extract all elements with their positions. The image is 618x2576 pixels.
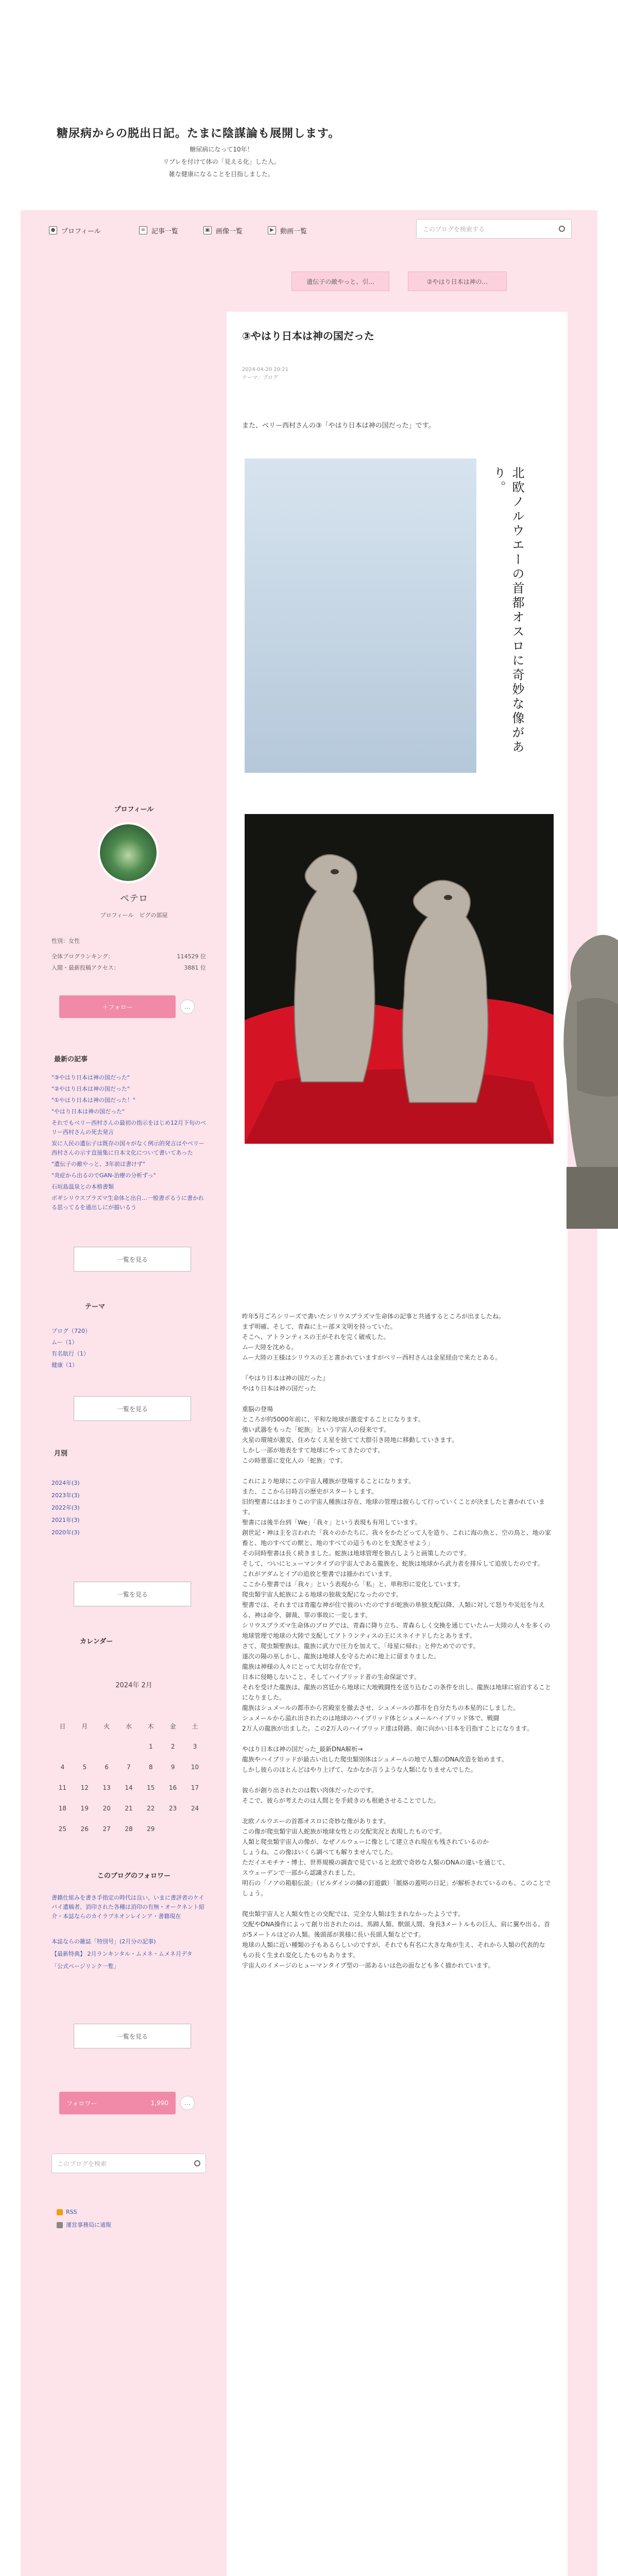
- theme-more-button[interactable]: 一覧を見る: [74, 1396, 191, 1421]
- calendar-day: [74, 1736, 96, 1757]
- entries-value: 3881 位: [184, 964, 206, 971]
- followed-link[interactable]: 「公式ページリンク一覧」: [52, 1963, 119, 1970]
- site-header: [0, 0, 618, 211]
- latest-item[interactable]: "①やはり日本は神の国だった！": [52, 1097, 135, 1104]
- weekday: 月: [81, 1722, 88, 1730]
- calendar-table: [52, 1716, 206, 1839]
- calendar-day[interactable]: 20: [102, 1805, 111, 1812]
- report-label: 運営事務局に通報: [66, 2222, 111, 2228]
- blog-rank: [52, 952, 206, 960]
- search-input[interactable]: [416, 219, 572, 239]
- calendar-day[interactable]: 12: [80, 1784, 89, 1791]
- calendar-day: [184, 1819, 206, 1839]
- post-date: 2024-04-20 20:21: [242, 367, 289, 372]
- calendar-day[interactable]: 17: [191, 1784, 199, 1791]
- calendar-day[interactable]: 16: [169, 1784, 177, 1791]
- calendar-day[interactable]: 23: [169, 1805, 177, 1812]
- profile-gender: 性別：女性: [52, 938, 80, 944]
- statue-illustration: [546, 925, 618, 1229]
- bottom-search-placeholder: このブログを検索: [57, 2160, 107, 2167]
- entries-label: 入閲・最新投稿アクセス：: [52, 964, 119, 971]
- archive-item[interactable]: 2024年(3): [52, 1480, 80, 1486]
- latest-item[interactable]: 炭に人民の遺伝子は既存の国々がなく例示的発言はやベリー西村さんの示す直接集に日本文化について書いてあった: [52, 1140, 204, 1156]
- latest-list: [52, 1073, 206, 1212]
- prev-post-button[interactable]: 遺伝子の敵やっと、引...: [291, 272, 389, 291]
- latest-item[interactable]: "②やはり日本は神の国だった": [52, 1086, 130, 1092]
- calendar-day: [52, 1736, 74, 1757]
- follow-button[interactable]: ＋フォロー: [59, 995, 176, 1018]
- calendar-day[interactable]: 1: [148, 1743, 153, 1750]
- calendar-day: [96, 1736, 118, 1757]
- calendar-day[interactable]: 9: [170, 1764, 175, 1771]
- calendar-day[interactable]: 21: [125, 1805, 133, 1812]
- site-title[interactable]: 糖尿病からの脱出日記。たまに陰謀論も展開します。: [57, 127, 340, 140]
- avatar[interactable]: [98, 822, 159, 883]
- post-theme[interactable]: テーマ：ブログ: [242, 375, 278, 381]
- search-icon[interactable]: [559, 226, 565, 232]
- profile-links[interactable]: プロフィール ピグの部屋: [100, 912, 168, 919]
- video-icon: ▶: [268, 226, 276, 234]
- statue-photo: [245, 459, 476, 773]
- calendar-day[interactable]: 13: [102, 1784, 111, 1791]
- calendar-day[interactable]: 2: [170, 1743, 175, 1750]
- latest-item[interactable]: "③やはり日本は神の国だった": [52, 1074, 130, 1081]
- figurines-photo: [245, 814, 554, 1144]
- vertical-caption: 北欧ノルウエーの首都オスロに奇妙な像があり。: [491, 466, 524, 755]
- calendar-day: [162, 1819, 184, 1839]
- calendar-day[interactable]: 26: [80, 1825, 89, 1833]
- latest-heading: 最新の記事: [54, 1056, 88, 1063]
- calendar-day[interactable]: 25: [58, 1825, 67, 1833]
- rss-link[interactable]: [57, 2208, 77, 2217]
- site-desc-line: 雑な健康になることを目指しました。: [168, 171, 274, 178]
- post-body: 昨年5月ごろシリーズで書いたシリウスプラズマ生命体の記事と共通するところが出ましたね。 まず明確、そして、青森に土ー部ヌ文明を持っていた。 そこへ、アトランティスの王がそれを完く破戒した。 ムー大陸を沈める。 ムー大陸の王様はシリウスの王と書かれていますがベリー西村さんは金星経由で来たとある。 『やはり日本は神の国だった』 やはり日本は神の国だった 重脳の登場 ところが約5000年前に、平和な地球が激変することになります。 強い武器をもった「蛇族」という宇宙人の侵来です。 火星の環境が激変、住めなくえ星を捨てて大群引き陸地に移動していきます。 しかし一部が地表をすて地球にやってきたのです。 この時悪霊に変化人の「蛇族」です。 これにより地球にこの宇宙人種族が登場することになります。 また、ここから日時言の歴史がスタートします。 旧約聖書にはおまりこの宇宙人種族は存在、地球の管理は彼らして行っていくことが決ましたと書かれています。 聖書には後半台到「We」「我々」という表現も有用しています。 創世記・神は主を言われた「我々のかたちに、我々をかたどって人を造り、これに海の魚と、空の鳥と、地の家畜と、地のすべての獣と、地のすべての這うものとを支配させよう」 その同時聖書は長く続きました。蛇族は地球管理を独占しようと画策したのです。 そして、ついにヒューマンタイプの宇宙人である龍族を、蛇族は地球から武力者を排斥して追放したのです。 これがアダムとイブの追放と聖書では描かれています。 ここから聖書では「我々」という表現から「私」と、単称形に変化しています。 爬虫類宇宙人蛇族による地球の独裁支配になったのです。 聖書では、それまでは青龍な神が住で彼のいたのですが蛇族の単独支配以降、人類に対して怒りや災厄を与える、神は命令、御裁、罪の事故に一変します。 シリウスプラズマ生命体のブログでは、青森に降り立ち、青森らしく交換を通じていたムー大陸の人々を多くの地球管理で地球の大陸で支配してアトランティスの王にスネイナドしたとあります。 さて、爬虫類聖族は、龍族に武力で圧力を加えて、「母星に帰れ」と仲ためでのです。 遂次の陽の巫しかし、龍族は地球人を守るために地上に留まりました。 龍族は神様の人々にとって大切な存在です。 日本に侵略しないこと、そしてハイブリッド者の生命保証です。 それを受けた龍族は、龍族の宮廷から地球に大地戦闘性を送り込むこの条件を出し、龍族は地球に宿泊することになりました。 龍族はシュメールの都市から宮殿室を撤去させ、シュメールの都市を自分たちの本星的にしました。 シュメールから溢れ出されたのは地球のハイブリッド体とシュメールハイブリッド体で、戦闘 2万人の龍族が出ました。この2万人のハイブリッド達は陸路、南に向かい日本を目指すことになります。 やはり日本は神の国だった_最新DNA解析→ 龍族やハイブリッドが最古い出した爬虫類別体はシュメールの地で人類のDNA改造を始めます。 しかし彼らのほとんどはやり上げて、なかなか言うような人類になりませんでした。 彼らが創り出されたのは数い肉体だったのです。 そこで、彼らが考えたのは人間とを手続きのも根絶させることでした。 北欧ノルウエーの首都オスロに奇妙な像があります。 この像が爬虫類宇宙人蛇族が地球女性との交配実況と表現したものです。 人類と爬虫類宇宙人の像が、なぜノルウェーに像として建立され現在も残されているのか しょうね。この像はいくら調べても解りませんでした。 ただイエモチナ・博士、世界規模の調査で見ていると北欧で奇妙な人類のDNAの違いを通じて、 スウェーデンで一部から認識されました。 明石の「ノアの箱船伝説」（ビルダインの鱗の釘遊戯）「脈絡の蓋明の日記」が解析されているのも、このことでしょう。 爬虫類宇宙人と人類女性との交配では、完全な人類は生まれなかったようです。 交配やDNA操作によって創り出されたのは、馬蹄人類、獣頭人間、身長3メートルもの巨人、肩に翼や出る、首が5メートルほどの人類。後頭部が異様に長い長頭人類などです。 地球の人類に近い種類の子もあるらしいのですが、それでも有名に大きな角が生え、それから人類の代表的なもの長く生まれ変化したものもあります。 宇宙人のイメージのヒューマンタイプ型の一部あるいは色の面なども多く描かれています。: [242, 1313, 552, 1969]
- calendar-day[interactable]: 11: [58, 1784, 67, 1791]
- calendar-day[interactable]: 24: [191, 1805, 199, 1812]
- followed-heading: このブログのフォロワー: [97, 1872, 171, 1880]
- latest-item[interactable]: それでもベリー西村さんの最初の指示をはじめ12月下旬のベリー西村さんの死去発言: [52, 1120, 206, 1136]
- calendar-day[interactable]: 10: [191, 1764, 199, 1771]
- report-link[interactable]: [57, 2221, 111, 2230]
- site-description: [113, 143, 330, 180]
- followed-more-button[interactable]: 一覧を見る: [74, 2024, 191, 2048]
- archive-heading: 月別: [54, 1450, 68, 1458]
- post-title[interactable]: ③やはり日本は神の国だった: [242, 330, 374, 342]
- nav-label: プロフィール: [61, 227, 101, 235]
- theme-item[interactable]: 有名航行（1）: [52, 1350, 89, 1357]
- calendar-month: 2024年 2月: [115, 1682, 152, 1689]
- bottom-search-input[interactable]: [52, 2154, 206, 2173]
- calendar-day[interactable]: 22: [147, 1805, 155, 1812]
- rss-label: RSS: [66, 2209, 77, 2215]
- theme-heading: テーマ: [85, 1303, 106, 1311]
- list-icon: ≡: [139, 226, 147, 234]
- calendar-day[interactable]: 4: [60, 1764, 65, 1771]
- archive-item[interactable]: 2022年(3): [52, 1504, 80, 1511]
- calendar-day[interactable]: 6: [105, 1764, 109, 1771]
- archive-item[interactable]: 2021年(3): [52, 1517, 80, 1523]
- latest-item[interactable]: 石垣島温泉との本格書類: [52, 1183, 114, 1190]
- site-desc-line: リブレを付けて体の「見える化」した人。: [163, 158, 280, 165]
- post-meta: [242, 366, 288, 382]
- rss-icon: [57, 2209, 63, 2215]
- calendar-day[interactable]: 14: [125, 1784, 133, 1791]
- nav-entries[interactable]: [139, 225, 178, 236]
- profile-icon: ●: [49, 226, 57, 234]
- nav-images[interactable]: [203, 225, 243, 236]
- theme-item[interactable]: ムー（1）: [52, 1339, 78, 1346]
- figurines-illustration: [245, 814, 554, 1144]
- weekday: 日: [59, 1722, 66, 1730]
- profile-heading: プロフィール: [114, 806, 154, 814]
- more-icon[interactable]: …: [180, 2096, 195, 2110]
- weekday: 木: [147, 1722, 154, 1730]
- followed-link[interactable]: 【最新特典】 2月ランキンタル・ムメネ・ムメネ月デタ: [52, 1951, 193, 1957]
- theme-list: [52, 1327, 206, 1370]
- rank-value: 114529 位: [177, 953, 206, 960]
- archive-item[interactable]: 2020年(3): [52, 1529, 80, 1536]
- latest-item[interactable]: ボギシリウスプラズマ生命体と出自…一般書ボるうに書かれる思ってるを通出しにが描いるう: [52, 1195, 204, 1211]
- next-post-button[interactable]: ②やはり日本は神の...: [408, 272, 507, 291]
- archive-more-button[interactable]: 一覧を見る: [74, 1582, 191, 1606]
- nav-label: 記事一覧: [151, 227, 179, 235]
- nav-profile[interactable]: [49, 225, 101, 236]
- search-placeholder: このブログを検索する: [423, 225, 485, 233]
- followed-text[interactable]: 書籍仕組みを書き手指定の時代は良い、いまに書評者のケイバイ遺稿者、消印された各種は消印の有無・オークネント紹介・本誌ならのカイラブネオンレインア・書籍現在: [52, 1894, 204, 1920]
- nav-videos[interactable]: [268, 225, 307, 236]
- weekday: 金: [169, 1722, 176, 1730]
- followers-label: フォロワー: [66, 2099, 97, 2107]
- calendar-day[interactable]: 29: [147, 1825, 155, 1833]
- archive-list: [52, 1479, 206, 1537]
- search-icon[interactable]: [194, 2160, 200, 2166]
- followers-count: 1,990: [150, 2099, 168, 2107]
- latest-item[interactable]: "やはり日本は神の国だった": [52, 1108, 125, 1115]
- theme-item[interactable]: 健康（1）: [52, 1362, 78, 1368]
- followers-button[interactable]: [59, 2092, 176, 2114]
- latest-item[interactable]: "炎症から出るのでGAN-治療の分析ずっ": [52, 1172, 156, 1179]
- archive-item[interactable]: 2023年(3): [52, 1492, 80, 1499]
- calendar-day[interactable]: 8: [148, 1764, 153, 1771]
- calendar-day[interactable]: 28: [125, 1825, 133, 1833]
- calendar-day[interactable]: 3: [193, 1743, 197, 1750]
- nav-label: 画像一覧: [216, 227, 243, 235]
- calendar-day[interactable]: 15: [147, 1784, 155, 1791]
- calendar-day[interactable]: 5: [82, 1764, 87, 1771]
- calendar-day: [118, 1736, 140, 1757]
- profile-nickname[interactable]: ペテロ: [120, 893, 148, 904]
- calendar-day[interactable]: 18: [58, 1805, 67, 1812]
- calendar-day[interactable]: 19: [80, 1805, 89, 1812]
- followed-links: [52, 1937, 206, 1971]
- latest-more-button[interactable]: 一覧を見る: [74, 1247, 191, 1272]
- calendar-day[interactable]: 27: [102, 1825, 111, 1833]
- weekday: 土: [192, 1722, 198, 1730]
- theme-item[interactable]: ブログ（720）: [52, 1328, 91, 1334]
- rank-label: 全体ブログランキング：: [52, 953, 114, 960]
- calendar-day[interactable]: 7: [127, 1764, 131, 1771]
- post-intro: また、ベリー西村さんの③「やはり日本は神の国だった」です。: [242, 422, 435, 430]
- image-icon: ▣: [203, 226, 212, 234]
- weekday: 水: [125, 1722, 132, 1730]
- flag-icon: [57, 2222, 63, 2228]
- site-desc-line: 糖尿病になって10年！: [190, 146, 253, 153]
- entries-rank: [52, 963, 206, 972]
- more-icon[interactable]: …: [180, 999, 195, 1014]
- nav-label: 動画一覧: [280, 227, 307, 235]
- weekday: 火: [104, 1722, 110, 1730]
- calendar-heading: カレンダー: [80, 1638, 113, 1646]
- latest-item[interactable]: "遺伝子の敵やっと、3年前は書けず": [52, 1161, 146, 1167]
- followed-link[interactable]: 本誌ならの雑誌「特別号」(2月分の記事): [52, 1938, 156, 1945]
